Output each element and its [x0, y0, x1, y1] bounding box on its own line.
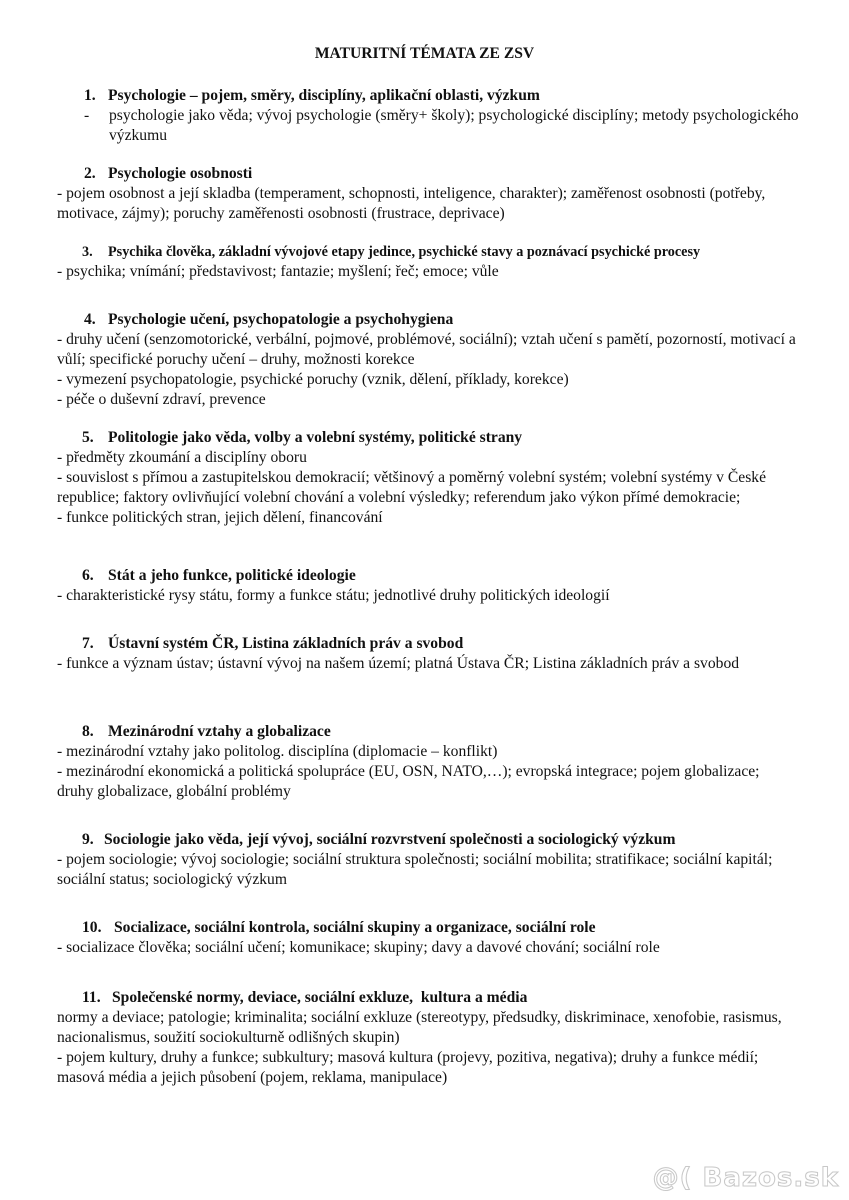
section-title: Ústavní systém ČR, Listina základních práv a svobod: [108, 635, 464, 652]
section-line: - předměty zkoumání a disciplíny oboru: [57, 449, 307, 466]
section-number: 9.: [82, 831, 94, 848]
section-heading: [57, 722, 772, 742]
section-number: 1.: [84, 87, 96, 104]
section-line: - funkce a význam ústav; ústavní vývoj na našem území; platná Ústava ČR; Listina základních práv a svobod: [57, 655, 740, 672]
section-heading: [57, 830, 802, 850]
section-heading: [57, 566, 797, 586]
section-title: Socializace, sociální kontrola, sociální skupiny a organizace, sociální role: [114, 919, 596, 936]
section-line: normy a deviace; patologie; kriminalita; sociální exkluze (stereotypy, předsudky, diskriminace, xenofobie, rasismus, nacionalismus, soužití sociokulturně odlišných skupin): [57, 1009, 782, 1046]
section-title: Psychologie učení, psychopatologie a psychohygiena: [108, 311, 454, 328]
bazos-watermark: @( Bazos.sk: [652, 1163, 839, 1193]
section-number: 4.: [84, 311, 96, 328]
section-title: Mezinárodní vztahy a globalizace: [108, 723, 331, 740]
section-line: - druhy učení (senzomotorické, verbální, pojmové, problémové, sociální); vztah učení s pamětí, pozorností, motivací a vůlí; specifické poruchy učení – druhy, možnosti korekce: [57, 331, 796, 368]
section-2: [57, 164, 787, 224]
section-number: 7.: [82, 635, 94, 652]
section-number: 11.: [82, 989, 101, 1006]
section-heading: [57, 164, 787, 184]
section-number: 8.: [82, 723, 94, 740]
section-title: Stát a jeho funkce, politické ideologie: [108, 567, 356, 584]
section-number: 3.: [82, 244, 93, 260]
section-heading: [57, 428, 797, 448]
section-line: - mezinárodní ekonomická a politická spolupráce (EU, OSN, NATO,…); evropská integrace; pojem globalizace; druhy globalizace, globální problémy: [57, 763, 760, 800]
section-heading: [57, 310, 797, 330]
section-1: [57, 86, 797, 146]
section-heading: [57, 988, 797, 1008]
section-number: 2.: [84, 165, 96, 182]
section-title: Psychologie osobnosti: [108, 165, 253, 182]
section-heading: [57, 634, 777, 654]
section-title: Psychika člověka, základní vývojové etapy jedince, psychické stavy a poznávací psychické procesy: [108, 244, 701, 260]
section-6: [57, 566, 797, 606]
section-line: - socializace člověka; sociální učení; komunikace; skupiny; davy a davové chování; sociální role: [57, 939, 660, 956]
section-line: - psychologie jako věda; vývoj psychologie (směry+ školy); psychologické disciplíny; metody psychologického výzkumu: [84, 107, 799, 144]
section-title: Politologie jako věda, volby a volební systémy, politické strany: [108, 429, 523, 446]
section-number: 6.: [82, 567, 94, 584]
section-number: 5.: [82, 429, 94, 446]
section-line: - mezinárodní vztahy jako politolog. disciplína (diplomacie – konflikt): [57, 743, 498, 760]
section-line: - vymezení psychopatologie, psychické poruchy (vznik, dělení, příklady, korekce): [57, 371, 569, 388]
section-line: - pojem osobnost a její skladba (temperament, schopnosti, inteligence, charakter); zaměřenost osobnosti (potřeby, motivace, zájmy); poruchy zaměřenosti osobnosti (frustrace, deprivace): [57, 185, 766, 222]
section-4: [57, 310, 797, 410]
section-line: - pojem sociologie; vývoj sociologie; sociální struktura společnosti; sociální mobilita; stratifikace; sociální kapitál; sociální status; sociologický výzkum: [57, 851, 773, 888]
section-9: [57, 830, 802, 890]
section-8: [57, 722, 772, 802]
section-heading: [57, 242, 817, 262]
section-5: [57, 428, 797, 528]
dash-bullet: -: [84, 107, 90, 124]
section-10: [57, 918, 797, 958]
section-line: - funkce politických stran, jejich dělení, financování: [57, 509, 383, 526]
section-line: - souvislost s přímou a zastupitelskou demokracií; většinový a poměrný volební systém; volební systémy v České republice; faktory ovlivňující volební chování a volební výsledky; referendum jako výkon přímé demokracie;: [57, 469, 766, 506]
section-line: - psychika; vnímání; představivost; fantazie; myšlení; řeč; emoce; vůle: [57, 263, 499, 280]
section-11: [57, 988, 797, 1088]
section-number: 10.: [82, 919, 102, 936]
document-title: MATURITNÍ TÉMATA ZE ZSV: [314, 45, 535, 62]
section-3: [57, 242, 817, 282]
section-line: - péče o duševní zdraví, prevence: [57, 391, 266, 408]
section-heading: [57, 86, 797, 106]
section-line: - charakteristické rysy státu, formy a funkce státu; jednotlivé druhy politických ideologií: [57, 587, 610, 604]
section-line: - pojem kultury, druhy a funkce; subkultury; masová kultura (projevy, pozitiva, negativa); druhy a funkce médií; masová média a jejich působení (pojem, reklama, manipulace): [57, 1049, 759, 1086]
section-title: Psychologie – pojem, směry, disciplíny, aplikační oblasti, výzkum: [108, 87, 540, 104]
section-heading: [57, 918, 797, 938]
section-title: Společenské normy, deviace, sociální exkluze, kultura a média: [112, 989, 528, 1006]
section-7: [57, 634, 777, 674]
section-title: Sociologie jako věda, její vývoj, sociální rozvrstvení společnosti a sociologický výzkum: [104, 831, 676, 848]
